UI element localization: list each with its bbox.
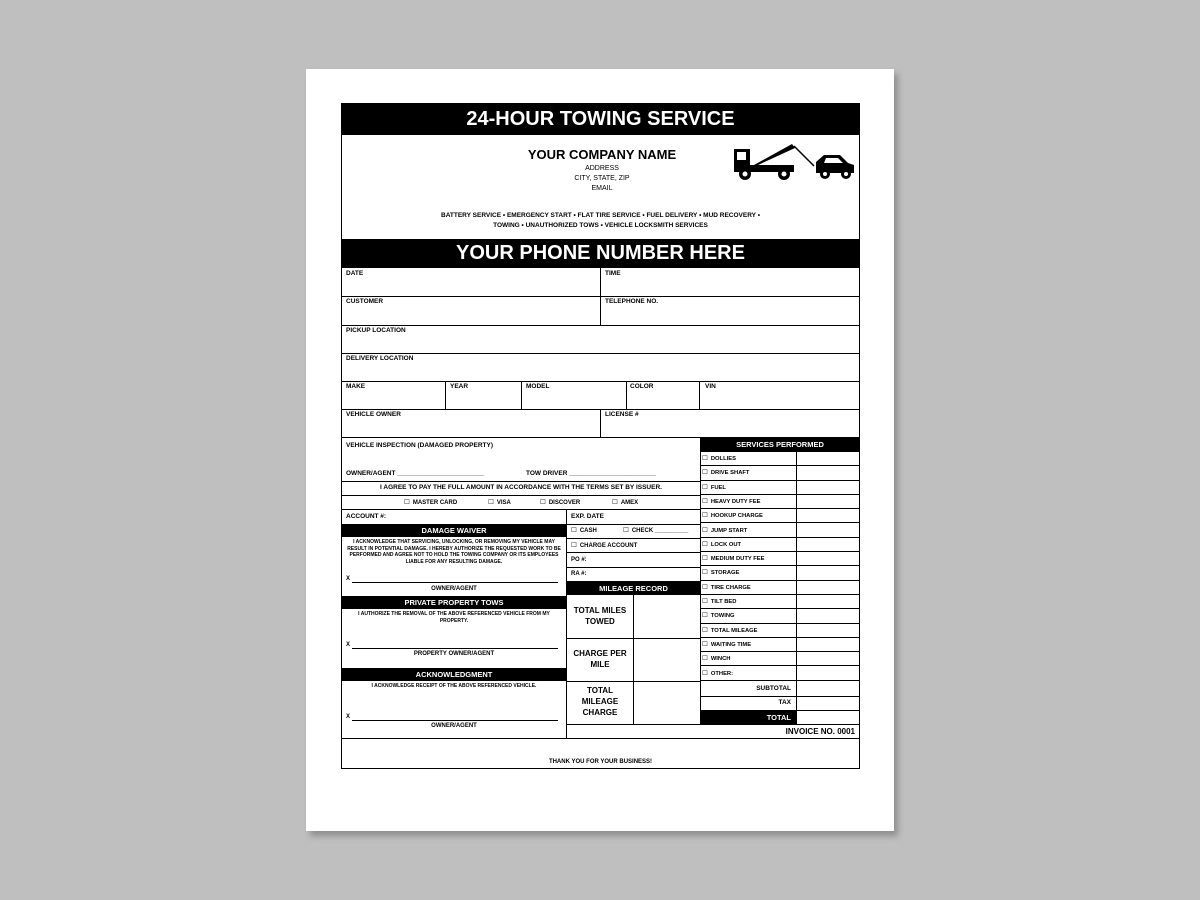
service-checkbox[interactable]: ☐ FUEL — [702, 484, 726, 492]
private-sign-label: PROPERTY OWNER/AGENT — [413, 651, 495, 657]
date-field[interactable]: DATE — [346, 270, 364, 277]
company-address: ADDRESS — [585, 165, 619, 172]
company-city: CITY, STATE, ZIP — [574, 175, 630, 182]
license-field[interactable]: LICENSE # — [605, 411, 639, 418]
time-field[interactable]: TIME — [605, 270, 621, 277]
service-checkbox[interactable]: ☐ STORAGE — [702, 569, 739, 577]
pickup-location-field[interactable]: PICKUP LOCATION — [346, 327, 406, 334]
service-row[interactable] — [701, 652, 859, 666]
delivery-location-field[interactable]: DELIVERY LOCATION — [346, 355, 414, 362]
card-visa[interactable]: ☐ VISA — [488, 499, 511, 507]
service-checkbox[interactable]: ☐ WAITING TIME — [702, 641, 751, 649]
total-miles-line-2: TOWED — [585, 617, 615, 626]
service-checkbox[interactable]: ☐ TOTAL MILEAGE — [702, 627, 758, 635]
divider — [700, 696, 859, 697]
divider — [521, 381, 522, 409]
service-row[interactable] — [701, 466, 859, 480]
charge-account-checkbox[interactable]: ☐ CHARGE ACCOUNT — [571, 542, 637, 550]
divider — [566, 538, 700, 539]
service-checkbox[interactable]: ☐ HEAVY DUTY FEE — [702, 498, 760, 506]
service-checkbox[interactable]: ☐ LOCK OUT — [702, 541, 741, 549]
service-checkbox[interactable]: ☐ DOLLIES — [702, 455, 736, 463]
service-row[interactable] — [701, 609, 859, 623]
divider — [626, 381, 627, 409]
company-email: EMAIL — [591, 185, 613, 192]
service-checkbox[interactable]: ☐ HOOKUP CHARGE — [702, 512, 763, 520]
divider — [342, 509, 700, 510]
model-field[interactable]: MODEL — [526, 383, 550, 390]
vehicle-owner-field[interactable]: VEHICLE OWNER — [346, 411, 401, 418]
service-row[interactable] — [701, 481, 859, 495]
total-mileage-charge-line-3: CHARGE — [582, 708, 618, 717]
charge-per-mile-line-2: MILE — [590, 660, 610, 669]
telephone-field[interactable]: TELEPHONE NO. — [605, 298, 659, 305]
total-mileage-charge-line-2: MILEAGE — [581, 697, 619, 706]
total-label: TOTAL — [701, 711, 796, 725]
card-mastercard[interactable]: ☐ MASTER CARD — [404, 499, 457, 507]
divider — [342, 738, 859, 739]
year-field[interactable]: YEAR — [450, 383, 469, 390]
charge-per-mile-line-1: CHARGE PER — [573, 649, 627, 658]
signature-line[interactable] — [352, 720, 558, 721]
services-line-2: TOWING • UNAUTHORIZED TOWS • VEHICLE LOCKSMITH SERVICES — [493, 222, 708, 229]
private-property-text: I AUTHORIZE THE REMOVAL OF THE ABOVE REFERENCED VEHICLE FROM MY PROPERTY. — [358, 611, 550, 624]
signature-line[interactable] — [352, 582, 558, 583]
divider — [566, 638, 700, 639]
check-checkbox[interactable]: ☐ CHECK __________ — [623, 527, 688, 535]
divider — [566, 552, 700, 553]
service-row[interactable] — [701, 538, 859, 552]
inspection-label: VEHICLE INSPECTION (DAMAGED PROPERTY) — [346, 442, 493, 449]
total-mileage-charge-label — [567, 685, 633, 718]
vin-field[interactable]: VIN — [705, 383, 716, 390]
po-field[interactable]: PO #: — [571, 557, 587, 563]
ack-sign-label: OWNER/AGENT — [431, 723, 477, 729]
card-discover[interactable]: ☐ DISCOVER — [540, 499, 580, 507]
service-checkbox[interactable]: ☐ TOWING — [702, 612, 735, 620]
service-row[interactable] — [701, 667, 859, 681]
service-row[interactable] — [701, 552, 859, 566]
customer-field[interactable]: CUSTOMER — [346, 298, 384, 305]
make-field[interactable]: MAKE — [346, 383, 366, 390]
divider — [566, 724, 700, 725]
divider — [342, 481, 700, 482]
services-performed-title: SERVICES PERFORMED — [701, 438, 859, 452]
acknowledgment-text: I ACKNOWLEDGE RECEIPT OF THE ABOVE REFERENCED VEHICLE. — [371, 683, 537, 689]
service-checkbox[interactable]: ☐ OTHER: — [702, 670, 733, 678]
service-row[interactable] — [701, 581, 859, 595]
service-row[interactable] — [701, 624, 859, 638]
invoice-number: INVOICE NO. 0001 — [785, 727, 855, 736]
form-title: 24-HOUR TOWING SERVICE — [342, 104, 859, 135]
services-line-1: BATTERY SERVICE • EMERGENCY START • FLAT TIRE SERVICE • FUEL DELIVERY • MUD RECOVERY • — [441, 212, 760, 219]
service-checkbox[interactable]: ☐ DRIVE SHAFT — [702, 469, 749, 477]
damage-sign-label: OWNER/AGENT — [431, 586, 477, 592]
total-miles-line-1: TOTAL MILES — [573, 606, 627, 615]
divider — [566, 567, 700, 568]
service-checkbox[interactable]: ☐ TIRE CHARGE — [702, 584, 751, 592]
exp-date-field[interactable]: EXP. DATE — [571, 513, 604, 520]
ra-field[interactable]: RA #: — [571, 571, 587, 577]
service-row[interactable] — [701, 595, 859, 609]
phone-number: YOUR PHONE NUMBER HERE — [342, 239, 859, 268]
divider — [342, 325, 859, 326]
service-checkbox[interactable]: ☐ MEDIUM DUTY FEE — [702, 555, 765, 563]
divider — [600, 409, 601, 437]
private-x: X — [346, 642, 351, 648]
service-row[interactable] — [701, 509, 859, 523]
mileage-record-title: MILEAGE RECORD — [567, 582, 700, 595]
service-checkbox[interactable]: ☐ TILT BED — [702, 598, 736, 606]
divider — [633, 595, 634, 725]
divider — [342, 495, 700, 496]
divider — [699, 381, 700, 409]
total-miles-label — [567, 605, 633, 627]
ack-x: X — [346, 714, 351, 720]
subtotal-label: SUBTOTAL — [756, 685, 791, 692]
total-mileage-charge-line-1: TOTAL — [587, 686, 613, 695]
service-row[interactable] — [701, 495, 859, 509]
service-row[interactable] — [701, 452, 859, 466]
card-amex[interactable]: ☐ AMEX — [612, 499, 638, 507]
divider — [342, 381, 859, 382]
private-property-title: PRIVATE PROPERTY TOWS — [342, 596, 566, 609]
tow-driver-signature[interactable]: TOW DRIVER ________________________ — [526, 470, 656, 477]
owner-agent-signature[interactable]: OWNER/AGENT ________________________ — [346, 470, 485, 477]
damage-x: X — [346, 576, 351, 582]
color-field[interactable]: COLOR — [630, 383, 654, 390]
service-checkbox[interactable]: ☐ WINCH — [702, 655, 730, 663]
service-row[interactable] — [701, 566, 859, 580]
acknowledgment-title: ACKNOWLEDGMENT — [342, 668, 566, 681]
divider — [566, 681, 700, 682]
charge-per-mile-label — [567, 648, 633, 670]
divider — [342, 353, 859, 354]
account-field[interactable]: ACCOUNT #: — [346, 513, 387, 520]
signature-line[interactable] — [352, 648, 558, 649]
tax-label: TAX — [778, 699, 791, 706]
service-row[interactable] — [701, 638, 859, 652]
thank-you-text: THANK YOU FOR YOUR BUSINESS! — [548, 759, 653, 765]
damage-waiver-text: I ACKNOWLEDGE THAT SERVICING, UNLOCKING, OR REMOVING MY VEHICLE MAY RESULT IN POTENTIAL DAMAGE. I HEREBY AUTHORIZE THE REQUESTED WORK TO BE PERFORMED AND AGREE NOT TO HOLD THE TOWING COMPANY OR ITS EMPLOYEES LIABLE FOR ANY RESULTING DAMAGE. — [347, 539, 561, 565]
company-name: YOUR COMPANY NAME — [527, 147, 677, 162]
divider — [600, 268, 601, 325]
damage-waiver-title: DAMAGE WAIVER — [342, 524, 566, 537]
invoice-form — [341, 103, 860, 769]
service-checkbox[interactable]: ☐ JUMP START — [702, 527, 747, 535]
services-list — [701, 452, 859, 724]
divider — [445, 381, 446, 409]
agree-text: I AGREE TO PAY THE FULL AMOUNT IN ACCORDANCE WITH THE TERMS SET BY ISSUER. — [380, 484, 662, 491]
cash-checkbox[interactable]: ☐ CASH — [571, 527, 597, 535]
divider — [700, 724, 859, 725]
tow-truck-icon — [732, 140, 858, 184]
service-row[interactable] — [701, 524, 859, 538]
